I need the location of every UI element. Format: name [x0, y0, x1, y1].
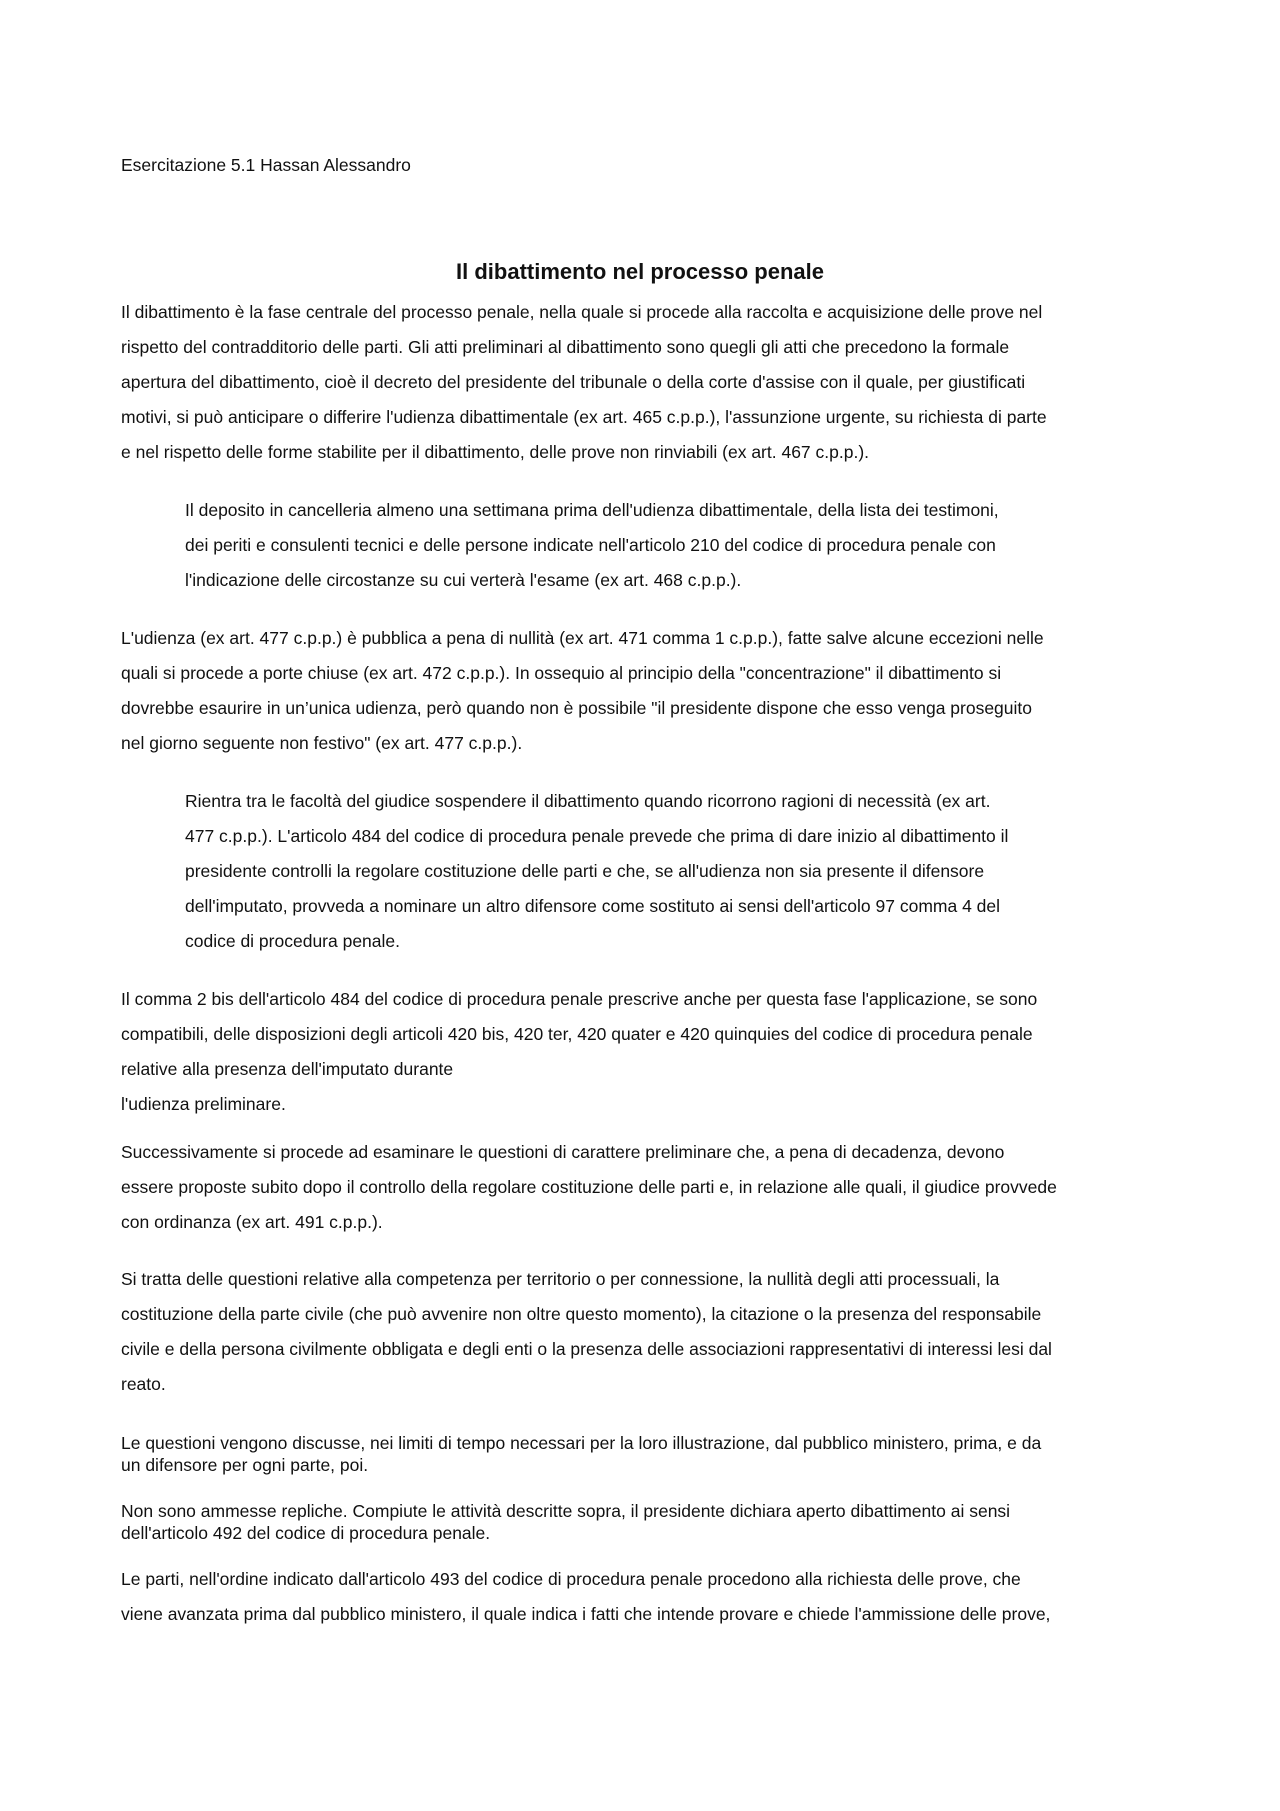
text-line: dell'imputato, provveda a nominare un altro difensore come sostituto ai sensi dell'articolo 97 comma 4 del: [185, 896, 1001, 916]
text-line: Le questioni vengono discusse, nei limiti di tempo necessari per la loro illustrazione, dal pubblico ministero, prima, e da: [121, 1433, 1042, 1453]
text-line: Il comma 2 bis dell'articolo 484 del codice di procedura penale prescrive anche per questa fase l'applicazione, se sono: [121, 989, 1038, 1009]
text-line: rispetto del contradditorio delle parti. Gli atti preliminari al dibattimento sono quegli gli atti che precedono la formale: [121, 337, 1010, 357]
text-line: civile e della persona civilmente obbligata e degli enti o la presenza delle associazioni rappresentativi di interessi lesi dal: [121, 1339, 1052, 1359]
text-line: motivi, si può anticipare o differire l'udienza dibattimentale (ex art. 465 c.p.p.), l'assunzione urgente, su richiesta di parte: [121, 407, 1047, 427]
text-line: l'udienza preliminare.: [121, 1094, 286, 1114]
text-line: compatibili, delle disposizioni degli articoli 420 bis, 420 ter, 420 quater e 420 quinquies del codice di procedura penale: [121, 1024, 1033, 1044]
text-line: Si tratta delle questioni relative alla competenza per territorio o per connessione, la nullità degli atti processuali, la: [121, 1269, 1000, 1289]
text-line: essere proposte subito dopo il controllo della regolare costituzione delle parti e, in relazione alle quali, il giudice provvede: [121, 1177, 1057, 1197]
document-title: Il dibattimento nel processo penale: [456, 259, 824, 284]
text-line: viene avanzata prima dal pubblico ministero, il quale indica i fatti che intende provare e chiede l'ammissione delle prove,: [121, 1604, 1051, 1624]
text-line: dovrebbe esaurire in un’unica udienza, però quando non è possibile "il presidente dispone che esso venga proseguito: [121, 698, 1033, 718]
text-line: apertura del dibattimento, cioè il decreto del presidente del tribunale o della corte d'assise con il quale, per giustificati: [121, 372, 1026, 392]
text-line: l'indicazione delle circostanze su cui verterà l'esame (ex art. 468 c.p.p.).: [185, 570, 742, 590]
text-line: e nel rispetto delle forme stabilite per il dibattimento, delle prove non rinviabili (ex art. 467 c.p.p.).: [121, 442, 870, 462]
text-line: costituzione della parte civile (che può avvenire non oltre questo momento), la citazione o la presenza del responsabile: [121, 1304, 1042, 1324]
text-line: dei periti e consulenti tecnici e delle persone indicate nell'articolo 210 del codice di procedura penale con: [185, 535, 996, 555]
text-line: reato.: [121, 1374, 166, 1394]
text-line: con ordinanza (ex art. 491 c.p.p.).: [121, 1212, 383, 1232]
document-header: Esercitazione 5.1 Hassan Alessandro: [121, 155, 411, 175]
text-line: Le parti, nell'ordine indicato dall'articolo 493 del codice di procedura penale procedono alla richiesta delle prove, che: [121, 1569, 1021, 1589]
text-line: L'udienza (ex art. 477 c.p.p.) è pubblica a pena di nullità (ex art. 471 comma 1 c.p.p.), fatte salve alcune eccezioni nelle: [121, 628, 1044, 648]
text-line: Successivamente si procede ad esaminare le questioni di carattere preliminare che, a pena di decadenza, devono: [121, 1142, 1005, 1162]
text-line: 477 c.p.p.). L'articolo 484 del codice di procedura penale prevede che prima di dare inizio al dibattimento il: [185, 826, 1009, 846]
text-line: nel giorno seguente non festivo" (ex art. 477 c.p.p.).: [121, 733, 523, 753]
text-line: relative alla presenza dell'imputato durante: [121, 1059, 454, 1079]
text-line: Non sono ammesse repliche. Compiute le attività descritte sopra, il presidente dichiara aperto dibattimento ai sensi: [121, 1501, 1011, 1521]
text-line: Il deposito in cancelleria almeno una settimana prima dell'udienza dibattimentale, della lista dei testimoni,: [185, 500, 999, 520]
text-line: Il dibattimento è la fase centrale del processo penale, nella quale si procede alla raccolta e acquisizione delle prove nel: [121, 302, 1043, 322]
text-line: dell'articolo 492 del codice di procedura penale.: [121, 1523, 491, 1543]
text-line: Rientra tra le facoltà del giudice sospendere il dibattimento quando ricorrono ragioni di necessità (ex art.: [185, 791, 991, 811]
text-line: presidente controlli la regolare costituzione delle parti e che, se all'udienza non sia presente il difensore: [185, 861, 985, 881]
text-line: quali si procede a porte chiuse (ex art. 472 c.p.p.). In ossequio al principio della "concentrazione" il dibattimento si: [121, 663, 1002, 683]
text-line: codice di procedura penale.: [185, 931, 401, 951]
text-line: un difensore per ogni parte, poi.: [121, 1455, 369, 1475]
